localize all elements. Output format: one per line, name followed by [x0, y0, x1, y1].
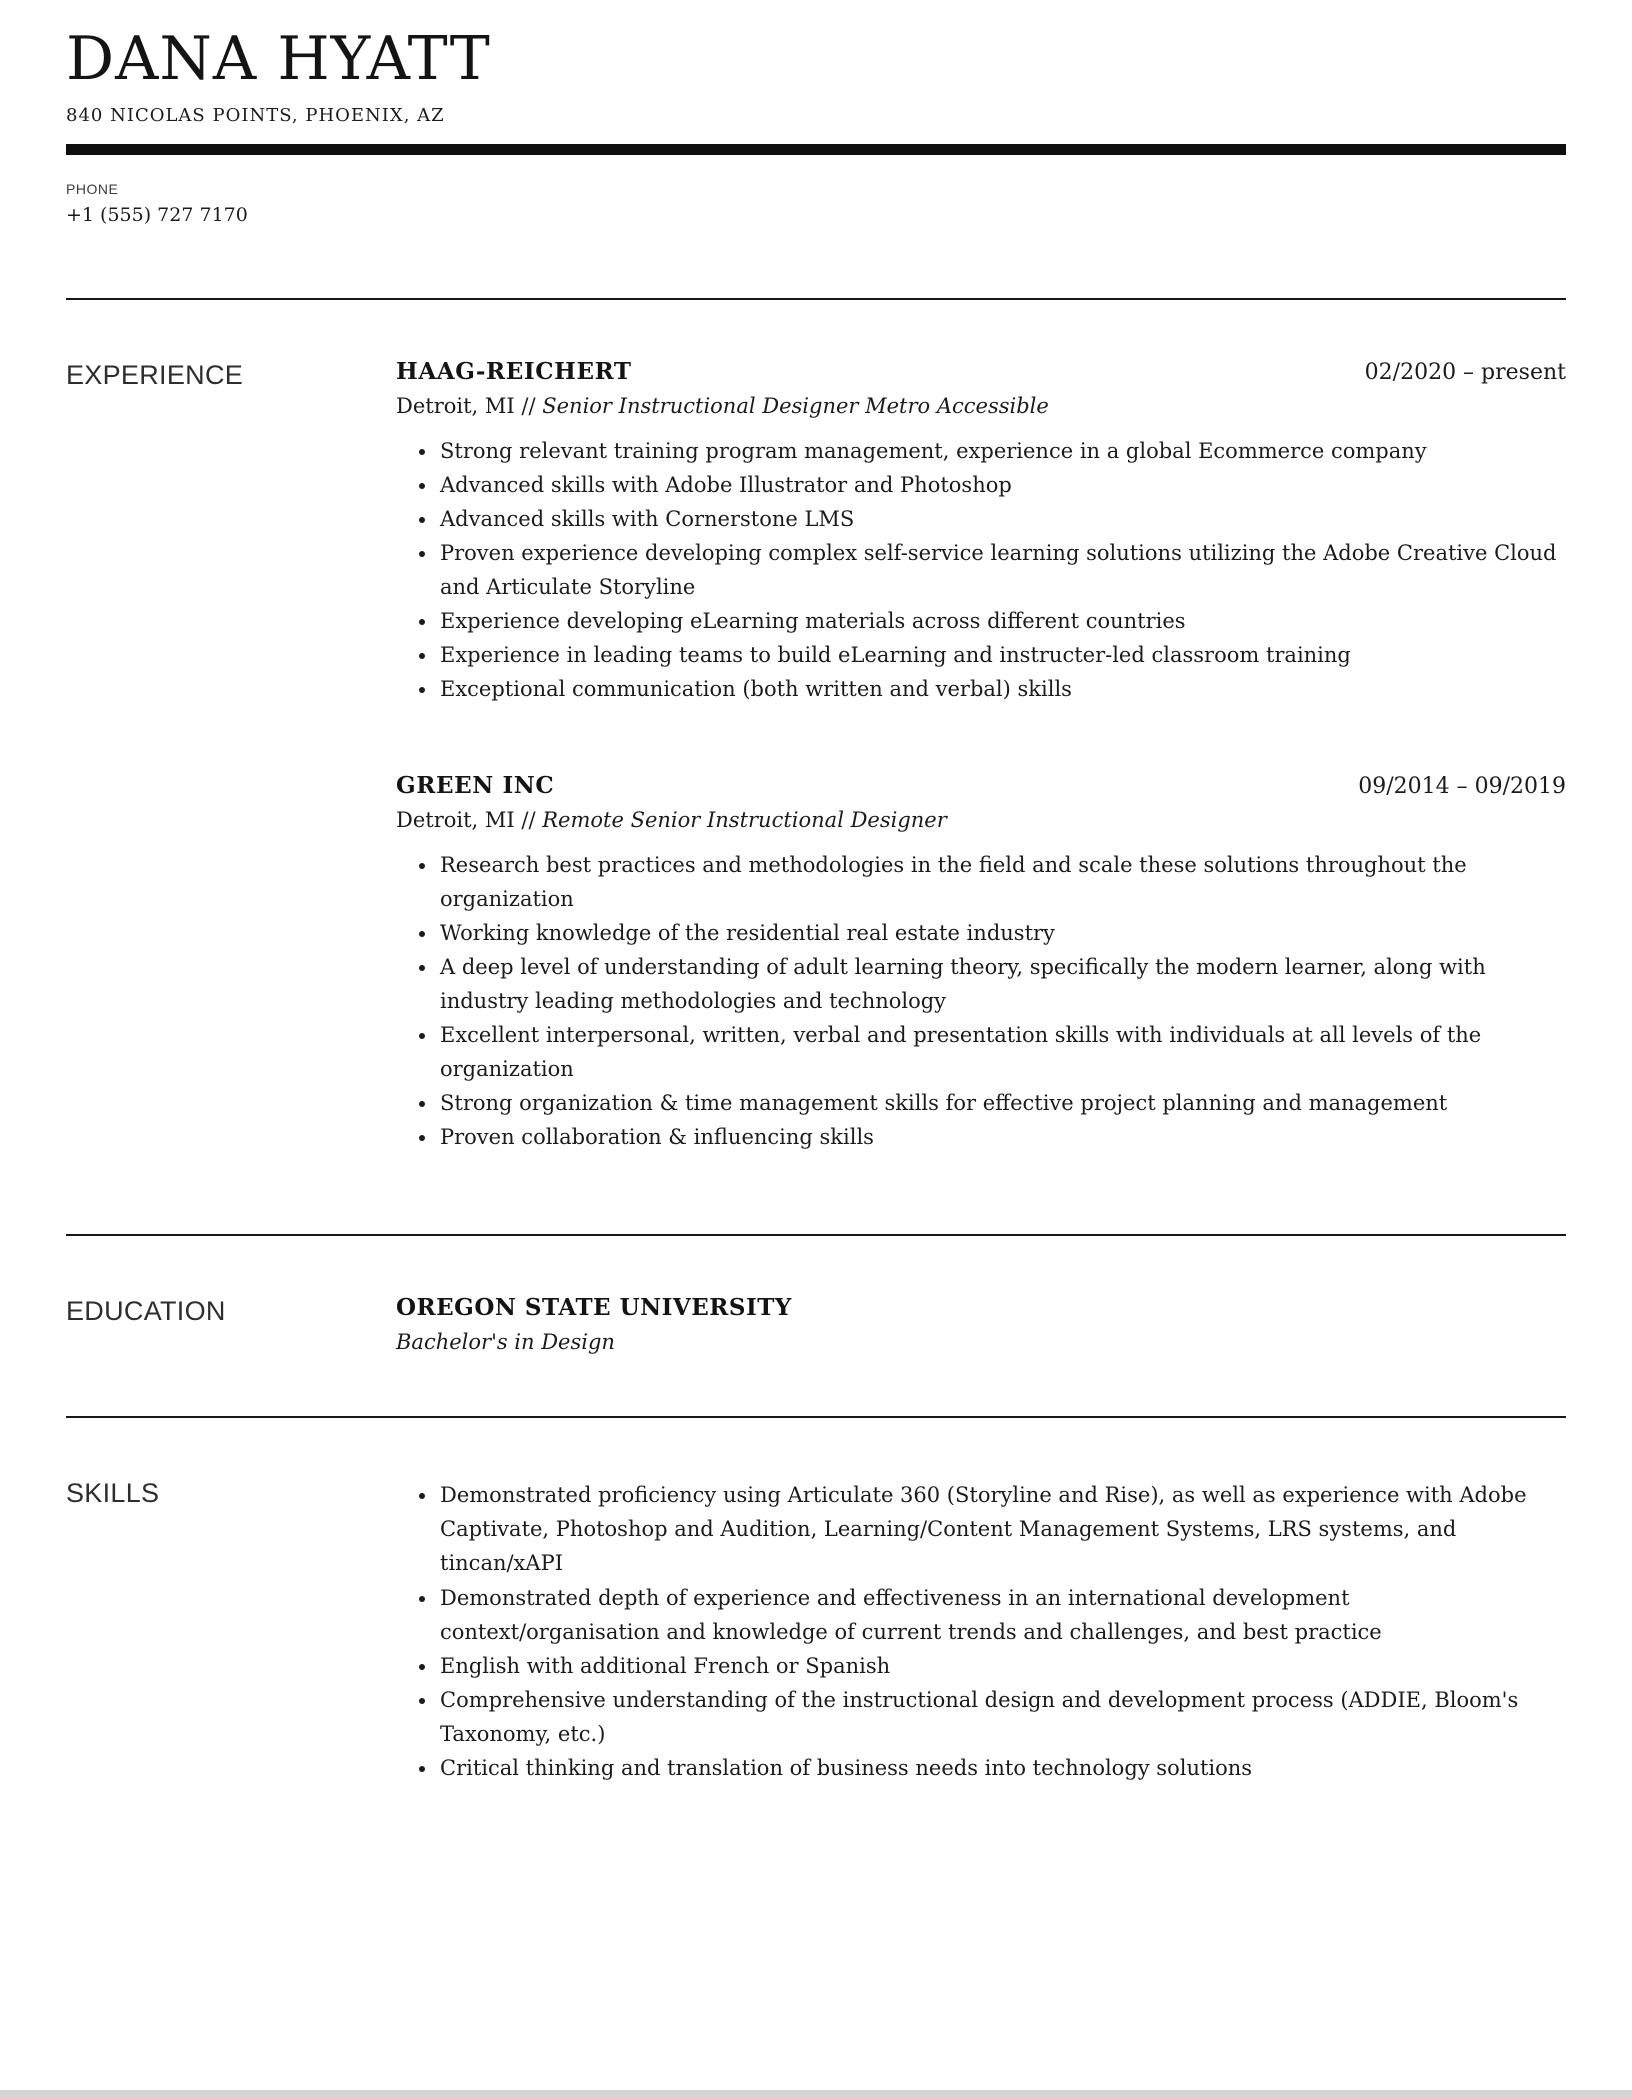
experience-section [66, 300, 1566, 1234]
bullet-item: • A deep level of understanding of adult learning theory, specifically the modern learner, along with industry leading methodologies and technology [438, 950, 1566, 1018]
experience-content [396, 358, 1566, 1154]
job-separator: // [521, 808, 536, 833]
bullet-item: • Experience in leading teams to build eLearning and instructer-led classroom training [438, 638, 1566, 672]
job-location: Detroit, MI [396, 808, 515, 833]
resume-header [66, 26, 1566, 226]
degree: Bachelor's in Design [396, 1330, 615, 1355]
bullet-item: • Research best practices and methodologies in the field and scale these solutions throughout the organization [438, 848, 1566, 916]
candidate-name: DANA HYATT [66, 24, 491, 94]
bullet-item: • Demonstrated proficiency using Articulate 360 (Storyline and Rise), as well as experience with Adobe Captivate, Photoshop and Audition, Learning/Content Management Systems, LRS systems, and tincan/xAPI [438, 1478, 1566, 1580]
job-entry [396, 772, 1566, 1154]
bullet-item: • Excellent interpersonal, written, verbal and presentation skills with individuals at all levels of the organization [438, 1018, 1566, 1086]
education-content [396, 1294, 1566, 1354]
bullet-item: • Strong relevant training program management, experience in a global Ecommerce company [438, 434, 1566, 468]
job-separator: // [521, 394, 536, 419]
skills-content [396, 1476, 1566, 1784]
company-name: GREEN INC [396, 772, 555, 800]
bullet-item: • Advanced skills with Adobe Illustrator and Photoshop [438, 468, 1566, 502]
job-title: Remote Senior Instructional Designer [542, 808, 947, 833]
job-header [396, 772, 1566, 799]
bullet-item: • Advanced skills with Cornerstone LMS [438, 502, 1566, 536]
school-name: OREGON STATE UNIVERSITY [396, 1294, 792, 1322]
bullet-item: • Experience developing eLearning materials across different countries [438, 604, 1566, 638]
job-header [396, 358, 1566, 385]
bullet-item: • Demonstrated depth of experience and effectiveness in an international development context/organisation and knowledge of current trends and challenges, and best practice [438, 1581, 1566, 1649]
skills-section [66, 1418, 1566, 1904]
experience-section-label: EXPERIENCE [66, 360, 244, 391]
contact-block [66, 181, 1566, 226]
bullet-item: • Strong organization & time management skills for effective project planning and management [438, 1086, 1566, 1120]
bullet-item: • Proven experience developing complex self-service learning solutions utilizing the Adobe Creative Cloud and Articulate Storyline [438, 536, 1566, 604]
bullet-item: • English with additional French or Spanish [438, 1649, 1566, 1683]
phone-number: +1 (555) 727 7170 [66, 204, 248, 227]
job-dates: 02/2020 – present [1364, 360, 1566, 386]
job-title: Senior Instructional Designer Metro Accessible [542, 394, 1049, 419]
job-location: Detroit, MI [396, 394, 515, 419]
education-section-label: EDUCATION [66, 1296, 226, 1327]
company-name: HAAG-REICHERT [396, 358, 632, 386]
page-bottom-edge [0, 2090, 1632, 2098]
education-entry [396, 1294, 1566, 1354]
bullet-item: • Comprehensive understanding of the instructional design and development process (ADDIE, Bloom's Taxonomy, etc.) [438, 1683, 1566, 1751]
header-divider [66, 144, 1566, 155]
bullet-item: • Proven collaboration & influencing skills [438, 1120, 1566, 1154]
job-bullet-list [396, 434, 1566, 706]
skills-bullet-list [396, 1478, 1566, 1784]
bullet-item: • Critical thinking and translation of business needs into technology solutions [438, 1751, 1566, 1785]
bullet-item: • Exceptional communication (both written and verbal) skills [438, 672, 1566, 706]
phone-label: PHONE [66, 181, 119, 198]
candidate-address: 840 NICOLAS POINTS, PHOENIX, AZ [66, 105, 445, 127]
job-subtitle [396, 394, 1566, 418]
job-entry [396, 358, 1566, 706]
education-section [66, 1236, 1566, 1416]
bullet-item: • Working knowledge of the residential real estate industry [438, 916, 1566, 950]
job-dates: 09/2014 – 09/2019 [1358, 774, 1566, 800]
skills-section-label: SKILLS [66, 1478, 160, 1509]
job-subtitle [396, 808, 1566, 832]
job-bullet-list [396, 848, 1566, 1154]
